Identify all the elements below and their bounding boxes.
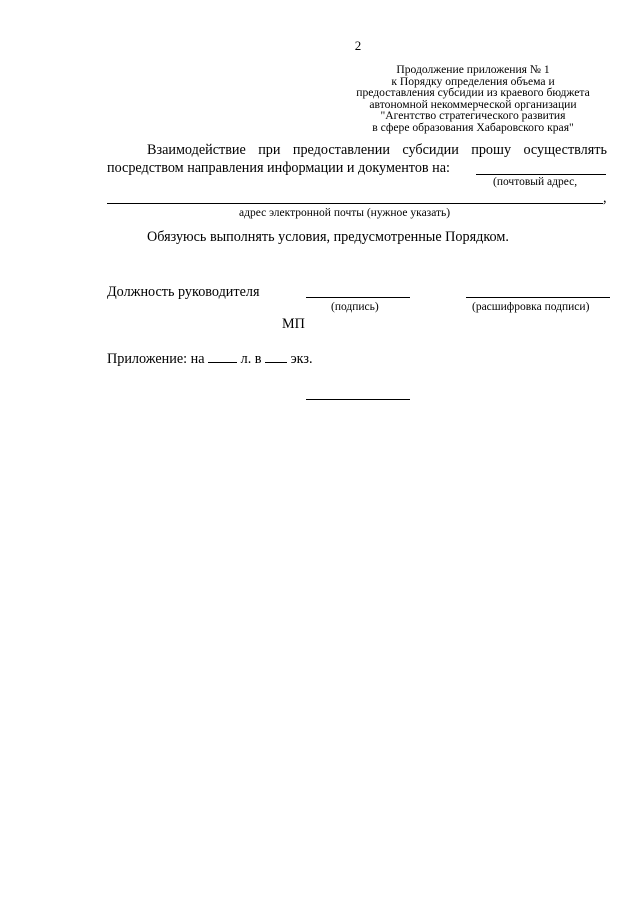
postal-address-hint: (почтовый адрес, — [493, 176, 578, 188]
header-line: в сфере образования Хабаровского края" — [372, 120, 574, 134]
attachment-prefix: Приложение: на — [107, 351, 205, 367]
word: предоставлении — [292, 142, 390, 158]
email-address-hint: адрес электронной почты (нужное указать) — [239, 207, 451, 219]
word: прошу — [471, 142, 512, 158]
paragraph-obligation: Обязуюсь выполнять условия, предусмотренные Порядком. — [147, 229, 509, 245]
word: Взаимодействие — [147, 142, 246, 158]
page-number: 2 — [354, 38, 362, 53]
stamp-place: МП — [282, 316, 305, 332]
header-line: предоставления субсидии из краевого бюджета — [356, 86, 590, 100]
postal-address-field[interactable] — [476, 174, 606, 175]
email-address-field[interactable] — [107, 203, 603, 204]
attachment-mid: л. в — [240, 351, 262, 367]
header-line: автономной некоммерческой организации — [369, 97, 577, 111]
header-line: "Агентство стратегического развития — [380, 109, 566, 123]
header-line: Продолжение приложения № 1 — [396, 63, 550, 76]
paragraph-interaction-line1 — [107, 142, 607, 159]
header-line: к Порядку определения объема и — [391, 74, 555, 88]
signature-decoding-hint: (расшифровка подписи) — [472, 301, 590, 313]
attachment-suffix: экз. — [290, 351, 313, 367]
line-end-comma: , — [603, 190, 607, 206]
paragraph-interaction-line2: посредством направления информации и документов на: — [107, 160, 450, 176]
appendix-header — [320, 64, 626, 134]
sheets-count-field[interactable] — [208, 349, 237, 363]
signature-field[interactable] — [306, 297, 410, 298]
word: субсидии — [402, 142, 459, 158]
closing-divider — [306, 399, 410, 400]
position-label: Должность руководителя — [107, 284, 260, 300]
attachment-line — [107, 349, 313, 368]
word: осуществлять — [523, 142, 607, 158]
signature-decoding-field[interactable] — [466, 297, 610, 298]
copies-count-field[interactable] — [265, 349, 287, 363]
signature-hint: (подпись) — [331, 301, 379, 313]
word: при — [258, 142, 281, 158]
